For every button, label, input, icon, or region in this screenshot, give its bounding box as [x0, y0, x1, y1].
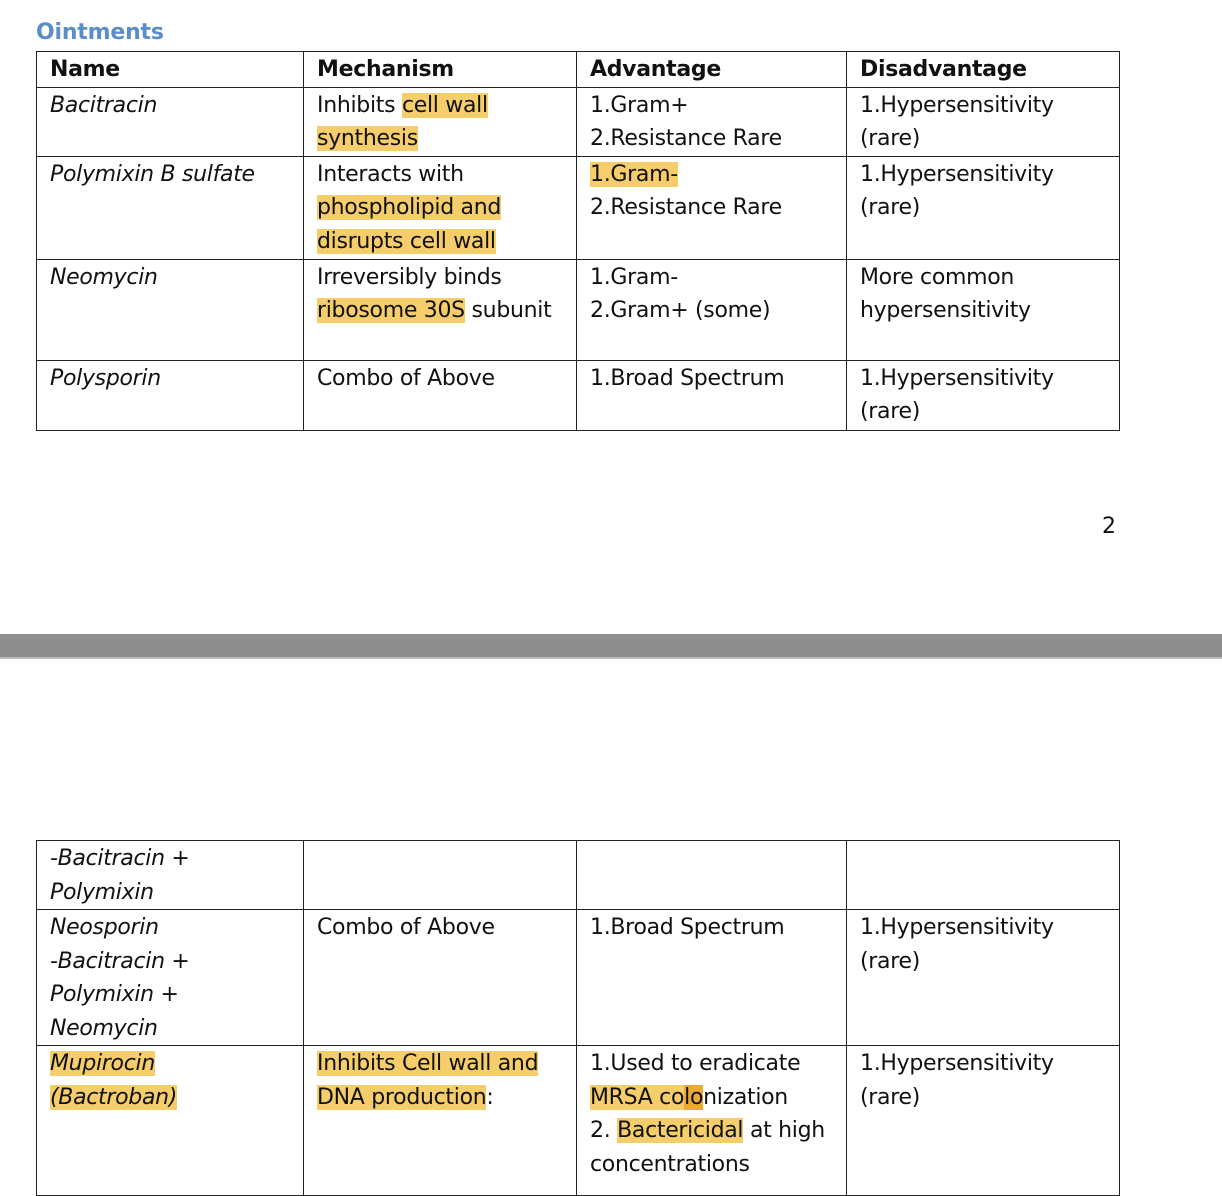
cell-text: Irreversibly binds — [317, 264, 502, 290]
cell-text: 1.Broad Spectrum — [590, 915, 785, 940]
mechanism-line — [317, 911, 576, 945]
cell-text: 2.Resistance Rare — [590, 126, 782, 151]
highlighted-text: 1.Gram- — [590, 161, 678, 187]
cell-text: Polymixin B sulfate — [50, 161, 255, 187]
cell-text: (rare) — [860, 1084, 920, 1110]
cell-text: Combo of Above — [317, 915, 495, 940]
cell-disadvantage — [847, 156, 1120, 259]
cell-name — [37, 360, 304, 430]
mechanism-line — [317, 294, 576, 328]
table-header-row — [37, 52, 1120, 88]
cell-text: 1.Hypersensitivity — [860, 365, 1054, 391]
page-number: 2 — [1102, 514, 1116, 539]
page-break-gap — [0, 659, 1222, 663]
mechanism-line — [317, 122, 576, 156]
cell-text: 1.Hypersensitivity — [860, 161, 1054, 187]
cell-mechanism — [304, 259, 577, 360]
advantage-line — [590, 1114, 846, 1148]
advantage-line — [590, 1047, 846, 1081]
table-row — [37, 259, 1120, 360]
cell-text: More common — [860, 264, 1015, 290]
cell-text: 2. — [590, 1118, 618, 1143]
advantage-line — [590, 89, 846, 123]
disadvantage-line — [860, 1047, 1119, 1081]
name-line — [50, 1012, 303, 1046]
name-line — [50, 158, 303, 192]
name-line — [50, 1047, 303, 1081]
table-row — [37, 1046, 1120, 1196]
name-line — [50, 911, 303, 945]
disadvantage-line — [860, 945, 1119, 979]
cell-name — [37, 910, 304, 1046]
cell-advantage — [577, 360, 847, 430]
name-line — [50, 876, 303, 910]
header-name: Name — [37, 52, 304, 88]
mechanism-line — [317, 89, 576, 123]
highlighted-text: phospholipid and — [317, 195, 502, 220]
mechanism-line — [317, 261, 576, 295]
mechanism-line — [317, 1047, 576, 1081]
disadvantage-line — [860, 1081, 1119, 1115]
cell-text: : — [486, 1084, 494, 1110]
cell-text: subunit — [464, 298, 552, 323]
cell-text: 1.Gram+ — [590, 92, 689, 118]
disadvantage-line — [860, 362, 1119, 396]
cell-text: 1.Hypersensitivity — [860, 1051, 1054, 1076]
disadvantage-line — [860, 911, 1119, 945]
header-mechanism: Mechanism — [304, 52, 577, 88]
cell-mechanism — [304, 360, 577, 430]
cell-text: 1.Broad Spectrum — [590, 365, 785, 391]
cell-text: Bacitracin — [50, 92, 158, 118]
highlighted-text: Bactericidal — [617, 1118, 744, 1143]
cell-mechanism — [304, 841, 577, 910]
disadvantage-line — [860, 261, 1119, 295]
highlighted-text: ribosome 30S — [317, 298, 465, 323]
cell-disadvantage — [847, 259, 1120, 360]
cell-name — [37, 87, 304, 156]
cell-text: 1.Hypersensitivity — [860, 92, 1054, 118]
disadvantage-line — [860, 122, 1119, 156]
cell-text: 1.Gram- — [590, 264, 678, 290]
cell-text: Interacts with — [317, 161, 464, 187]
advantage-line — [590, 362, 846, 396]
cell-advantage — [577, 87, 847, 156]
cell-text: (rare) — [860, 948, 920, 974]
cell-text: concentrations — [590, 1151, 750, 1177]
highlighted-text: cell wall — [401, 92, 488, 118]
table-row — [37, 910, 1120, 1046]
advantage-line — [590, 1148, 846, 1182]
cell-mechanism — [304, 87, 577, 156]
name-line — [50, 261, 303, 295]
cell-text: Neomycin — [50, 1015, 158, 1041]
page-break — [0, 634, 1222, 659]
cell-advantage — [577, 841, 847, 910]
cell-mechanism — [304, 910, 577, 1046]
highlighted-text: lo — [684, 1084, 704, 1110]
highlighted-text: Mupirocin — [50, 1051, 155, 1076]
cell-text: Polymixin + — [50, 982, 179, 1007]
advantage-line — [590, 294, 846, 328]
cell-text: 2.Resistance Rare — [590, 195, 782, 220]
mechanism-line — [317, 158, 576, 192]
header-advantage: Advantage — [577, 52, 847, 88]
cell-text: (rare) — [860, 399, 920, 424]
cell-name — [37, 259, 304, 360]
mechanism-line — [317, 191, 576, 225]
cell-text: (rare) — [860, 195, 920, 220]
highlighted-text: disrupts cell wall — [317, 228, 496, 254]
cell-text: (rare) — [860, 126, 920, 151]
cell-disadvantage — [847, 360, 1120, 430]
cell-text: -Bacitracin + — [50, 846, 190, 871]
advantage-line — [590, 158, 846, 192]
cell-text: nization — [703, 1084, 788, 1110]
name-line — [50, 842, 303, 876]
mechanism-line — [317, 225, 576, 259]
cell-text: -Bacitracin + — [50, 948, 190, 974]
cell-disadvantage — [847, 841, 1120, 910]
cell-text: Polysporin — [50, 365, 161, 391]
name-line — [50, 362, 303, 396]
highlighted-text: MRSA co — [590, 1084, 685, 1110]
cell-text: Inhibits — [317, 92, 402, 118]
cell-text: hypersensitivity — [860, 298, 1031, 323]
advantage-line — [590, 1081, 846, 1115]
disadvantage-line — [860, 89, 1119, 123]
cell-text: Polymixin — [50, 879, 154, 905]
cell-text: Combo of Above — [317, 365, 495, 391]
cell-text: 1.Used to eradicate — [590, 1051, 801, 1076]
cell-disadvantage — [847, 910, 1120, 1046]
cell-name — [37, 156, 304, 259]
cell-advantage — [577, 259, 847, 360]
highlighted-text: DNA production — [317, 1084, 487, 1110]
disadvantage-line — [860, 191, 1119, 225]
name-line — [50, 1081, 303, 1115]
table-row — [37, 360, 1120, 430]
name-line — [50, 978, 303, 1012]
cell-text: 2.Gram+ (some) — [590, 298, 771, 323]
ointments-table-part2 — [36, 840, 1120, 1196]
table-row — [37, 156, 1120, 259]
table-row — [37, 87, 1120, 156]
section-title: Ointments — [36, 20, 164, 45]
cell-text: at high — [743, 1118, 825, 1143]
cell-disadvantage — [847, 87, 1120, 156]
ointments-table-part1 — [36, 51, 1120, 431]
cell-advantage — [577, 1046, 847, 1196]
cell-text: 1.Hypersensitivity — [860, 915, 1054, 940]
advantage-line — [590, 911, 846, 945]
cell-mechanism — [304, 1046, 577, 1196]
cell-advantage — [577, 910, 847, 1046]
highlighted-text: Inhibits Cell wall and — [317, 1051, 539, 1076]
advantage-line — [590, 191, 846, 225]
advantage-line — [590, 122, 846, 156]
name-line — [50, 89, 303, 123]
name-line — [50, 945, 303, 979]
table-row — [37, 841, 1120, 910]
highlighted-text: (Bactroban) — [50, 1084, 178, 1110]
cell-name — [37, 1046, 304, 1196]
disadvantage-line — [860, 294, 1119, 328]
disadvantage-line — [860, 395, 1119, 429]
disadvantage-line — [860, 158, 1119, 192]
cell-name — [37, 841, 304, 910]
mechanism-line — [317, 362, 576, 396]
advantage-line — [590, 261, 846, 295]
header-disadvantage: Disadvantage — [847, 52, 1120, 88]
cell-text: Neosporin — [50, 915, 159, 940]
cell-text: Neomycin — [50, 264, 158, 290]
highlighted-text: synthesis — [317, 126, 418, 151]
cell-mechanism — [304, 156, 577, 259]
cell-advantage — [577, 156, 847, 259]
mechanism-line — [317, 1081, 576, 1115]
cell-disadvantage — [847, 1046, 1120, 1196]
